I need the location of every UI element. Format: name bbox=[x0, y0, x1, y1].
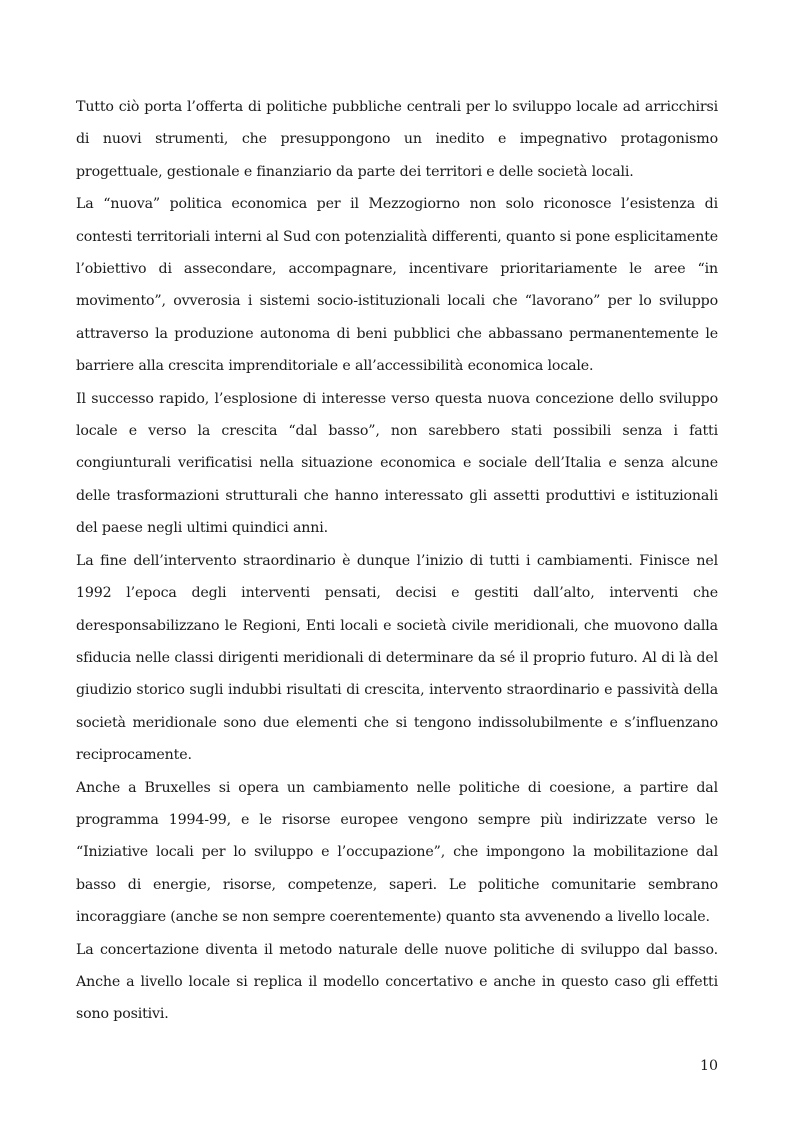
paragraph-5: Anche a Bruxelles si opera un cambiamento nelle politiche di coesione, a partire dal programma 1994-99, e le risorse europee vengono sempre più indirizzate verso le “Iniziative locali per lo sviluppo e l’occupazione”, che impongono la mobilitazione dal basso di energie, risorse, competenze, saperi. Le politiche comunitarie sembrano incoraggiare (anche se non sempre coerentemente) quanto sta avvenendo a livello locale. bbox=[76, 779, 718, 926]
page-number: 10 bbox=[699, 1058, 718, 1074]
paragraph-2: La “nuova” politica economica per il Mezzogiorno non solo riconosce l’esistenza di contesti territoriali interni al Sud con potenzialità differenti, quanto si pone esplicitamente l’obiettivo di assecondare, accompagnare, incentivare prioritariamente le aree “in movimento”, ovverosia i sistemi socio-istituzionali locali che “lavorano” per lo sviluppo attraverso la produzione autonoma di beni pubblici che abbassano permanentemente le barriere alla crescita imprenditoriale e all’accessibilità economica locale. bbox=[76, 196, 718, 375]
paragraph-3: Il successo rapido, l’esplosione di interesse verso questa nuova concezione dello sviluppo locale e verso la crescita “dal basso”, non sarebbero stati possibili senza i fatti congiunturali verificatisi nella situazione economica e sociale dell’Italia e senza alcune delle trasformazioni strutturali che hanno interessato gli assetti produttivi e istituzionali del paese negli ultimi quindici anni. bbox=[76, 390, 718, 537]
paragraph-1: Tutto ciò porta l’offerta di politiche pubbliche centrali per lo sviluppo locale ad arricchirsi di nuovi strumenti, che presuppongono un inedito e impegnativo protagonismo progettuale, gestionale e finanziario da parte dei territori e delle società locali. bbox=[76, 99, 718, 180]
body-text bbox=[76, 91, 718, 1031]
paragraph-4: La fine dell’intervento straordinario è dunque l’inizio di tutti i cambiamenti. Finisce nel 1992 l’epoca degli interventi pensati, decisi e gestiti dall’alto, interventi che deresponsabilizzano le Regioni, Enti locali e società civile meridionali, che muovono dalla sfiducia nelle classi dirigenti meridionali di determinare da sé il proprio futuro. Al di là del giudizio storico sugli indubbi risultati di crescita, intervento straordinario e passività della società meridionale sono due elementi che si tengono indissolubilmente e s’influenzano reciprocamente. bbox=[76, 552, 718, 764]
paragraph-6: La concertazione diventa il metodo naturale delle nuove politiche di sviluppo dal basso. Anche a livello locale si replica il modello concertativo e anche in questo caso gli effetti sono positivi. bbox=[76, 941, 718, 1023]
